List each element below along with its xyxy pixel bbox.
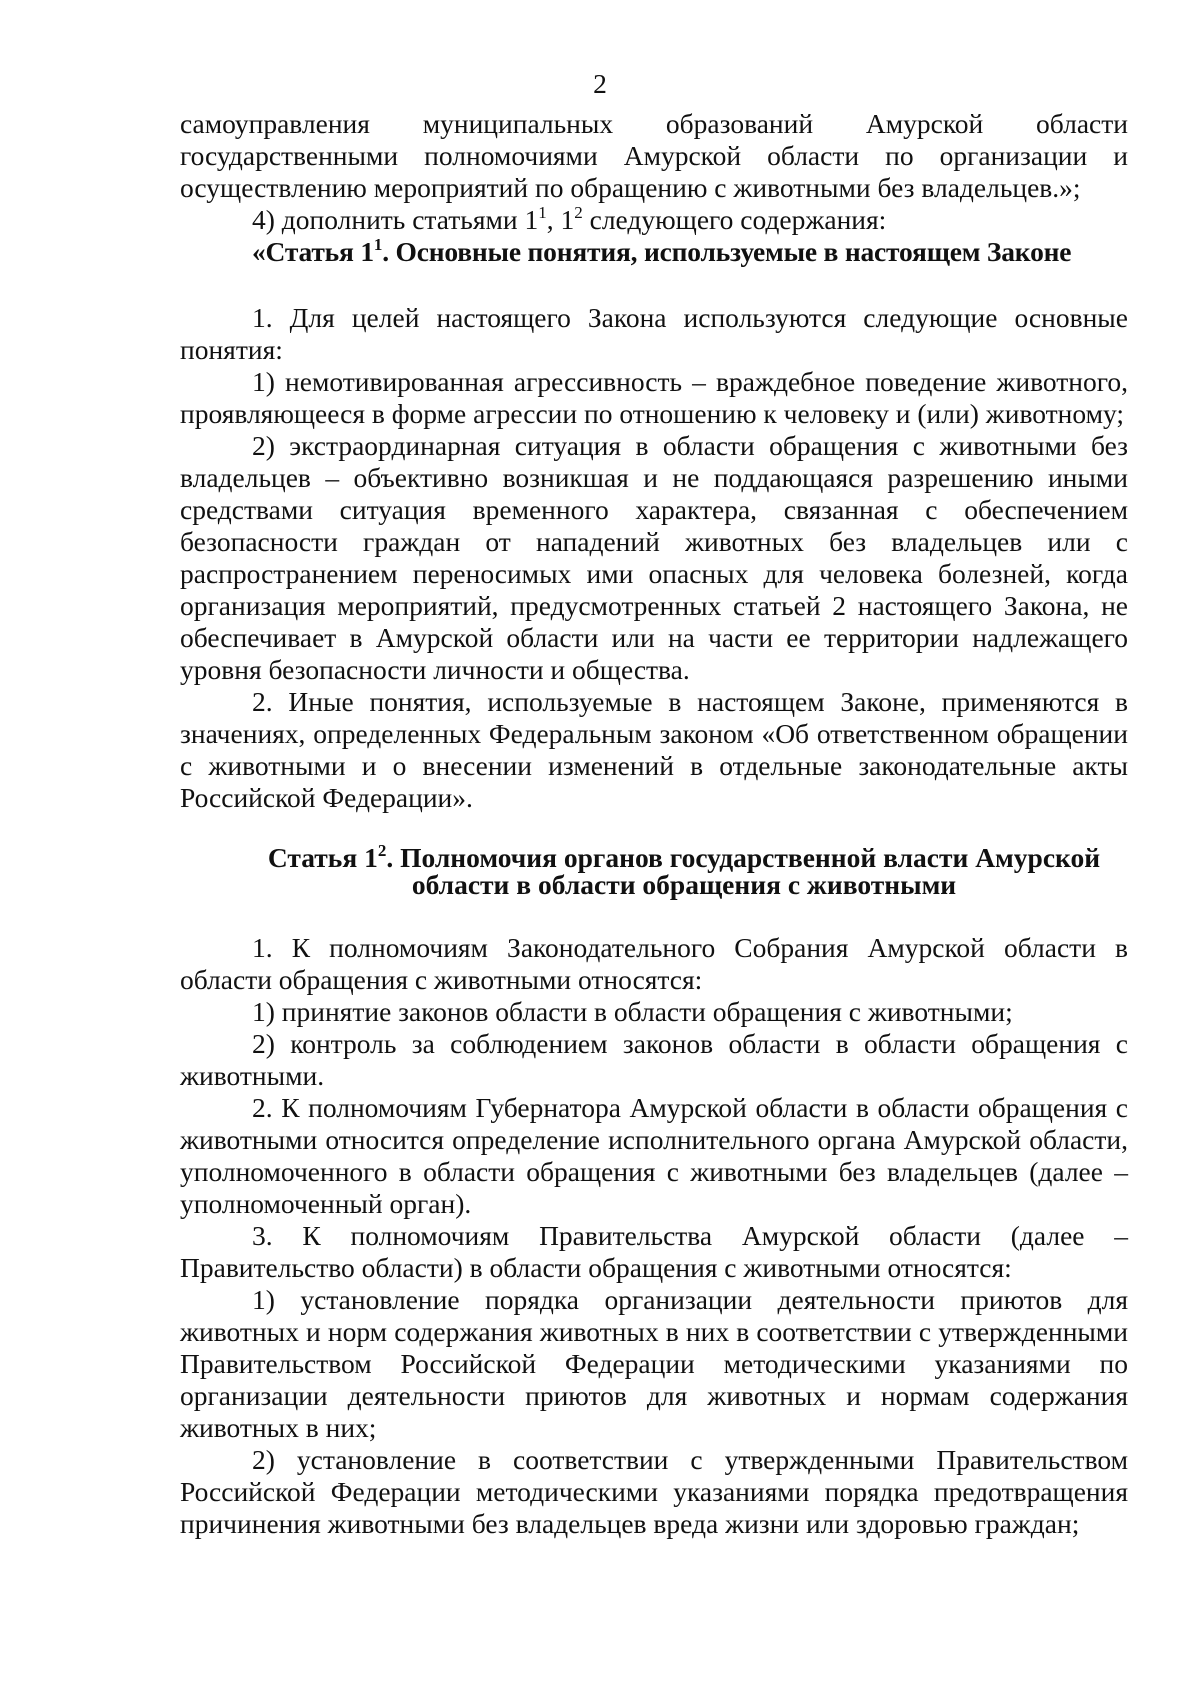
paragraph-other-terms: 2. Иные понятия, используемые в настоящем Законе, применяются в значениях, определенных Федеральным законом «Об ответственном обращении с животными и о внесении изменений в отдельные законодательные акты Российской Федерации». xyxy=(180,686,1128,813)
article-1-2-heading-line-2: области в области обращения с животными xyxy=(411,869,957,900)
paragraph-definition-1: 1) немотивированная агрессивность – враждебное поведение животного, проявляющееся в форме агрессии по отношению к человеку и (или) животному; xyxy=(180,366,1128,429)
spacer xyxy=(180,268,1128,302)
superscript: 1 xyxy=(538,203,547,222)
superscript: 1 xyxy=(373,235,383,254)
paragraph-adopting-laws: 1) принятие законов области в области обращения с животными; xyxy=(252,996,1013,1027)
heading-text: . Основные понятия, используемые в настоящем Законе xyxy=(382,236,1072,267)
heading-text: «Статья 1 xyxy=(252,236,374,267)
paragraph-government-powers: 3. К полномочиям Правительства Амурской области (далее – Правительство области) в области обращения с животными относятся: xyxy=(180,1220,1128,1283)
paragraph-text: следующего содержания: xyxy=(582,204,887,235)
superscript: 2 xyxy=(377,841,387,860)
paragraph-harm-prevention: 2) установление в соответствии с утвержденными Правительством Российской Федерации методическими указаниями порядка предотвращения причинения животными без владельцев вреда жизни или здоровью граждан; xyxy=(180,1444,1128,1539)
paragraph-governor-powers: 2. К полномочиям Губернатора Амурской области в области обращения с животными относится определение исполнительного органа Амурской области, уполномоченного в области обращения с животными без владельцев (далее – уполномоченный орган). xyxy=(180,1092,1128,1219)
paragraph-amendment-4 xyxy=(180,204,1128,236)
article-1-1-heading xyxy=(180,236,1128,268)
superscript: 2 xyxy=(574,203,583,222)
paragraph-control-laws: 2) контроль за соблюдением законов области в области обращения с животными. xyxy=(180,1028,1128,1091)
paragraph-text: , 1 xyxy=(546,204,575,235)
paragraph-legislative-assembly: 1. К полномочиям Законодательного Собрания Амурской области в области обращения с животными относятся: xyxy=(180,932,1128,995)
spacer xyxy=(180,814,1128,844)
paragraph-definition-2: 2) экстраординарная ситуация в области обращения с животными без владельцев – объективно возникшая и не поддающаяся разрешению иными средствами ситуация временного характера, связанная с обеспечением безопасности граждан от нападений животных без владельцев или с распространением переносимых ими опасных для человека болезней, когда организация мероприятий, предусмотренных статьей 2 настоящего Закона, не обеспечивает в Амурской области или на части ее территории надлежащего уровня безопасности личности и общества. xyxy=(180,430,1128,685)
paragraph-shelters-order: 1) установление порядка организации деятельности приютов для животных и норм содержания животных в них в соответствии с утвержденными Правительством Российской Федерации методическими указаниями по организации деятельности приютов для животных и нормам содержания животных в них; xyxy=(180,1284,1128,1443)
paragraph-continuation: самоуправления муниципальных образований Амурской области государственными полномочиями Амурской области по организации и осуществлению мероприятий по обращению с животными без владельцев.»; xyxy=(180,108,1128,203)
document-body xyxy=(180,108,1128,1540)
heading-text: Статья 1 xyxy=(267,842,378,873)
article-1-2-heading xyxy=(180,841,1128,873)
page-number: 2 xyxy=(593,68,607,99)
heading-text: . Полномочия органов государственной власти Амурской xyxy=(386,842,1101,873)
paragraph-text: 4) дополнить статьями 1 xyxy=(252,204,539,235)
paragraph-definitions-intro: 1. Для целей настоящего Закона используются следующие основные понятия: xyxy=(180,302,1128,365)
spacer xyxy=(180,898,1128,932)
